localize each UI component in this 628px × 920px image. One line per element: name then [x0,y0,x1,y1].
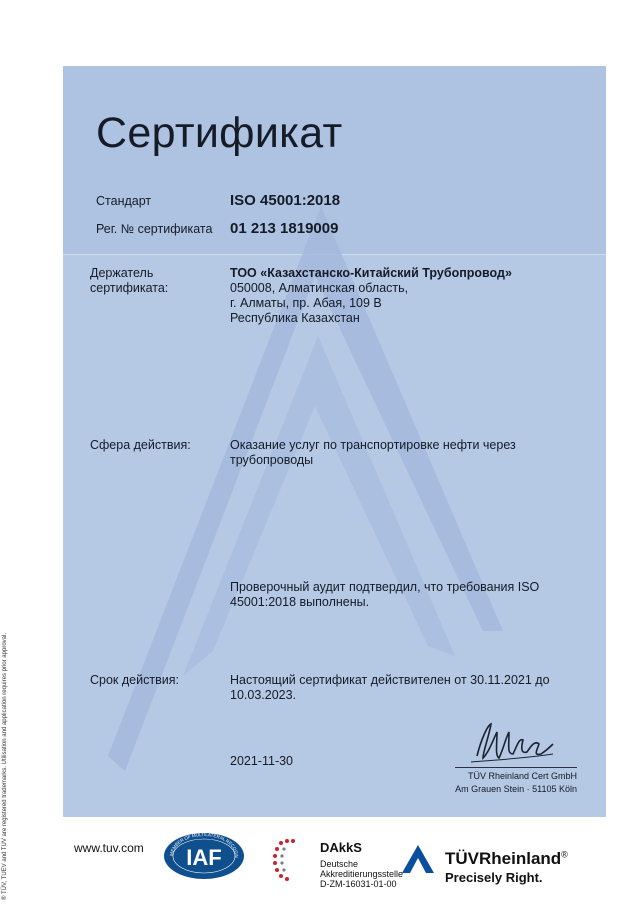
dakks-mark-icon [271,835,317,885]
validity-label: Срок действия: [90,673,179,687]
tuv-tagline: Precisely Right. [445,870,543,885]
dakks-line1: Deutsche [320,859,359,869]
trademark-side-note: ® TÜV, TUEV and TUV are registered trademarks. Utilisation and application requires prior approval. [2,633,8,900]
issuer-address: Am Grauen Stein · 51105 Köln [455,784,577,794]
tuv-registered-mark: ® [561,849,568,860]
tuv-triangle-logo-icon [400,843,436,875]
holder-label-line1: Держатель [90,266,154,280]
reg-number-label: Рег. № сертификата [96,222,213,236]
audit-line2: 45001:2018 выполнены. [230,595,370,609]
audit-line1: Проверочный аудит подтвердил, что требования ISO [230,580,540,594]
reg-number-value: 01 213 1819009 [230,220,339,237]
issue-date: 2021-11-30 [230,754,294,768]
footer-url: www.tuv.com [74,841,144,855]
certificate-title: Сертификат [96,109,343,157]
dakks-name: DAkkS [320,840,362,855]
iaf-ring-text: MEMBER OF MULTILATERAL RECOGN [168,832,240,858]
standard-value: ISO 45001:2018 [230,192,341,209]
tuv-brand [445,849,568,869]
holder-address-line1: 050008, Алматинская область, [230,281,409,295]
validity-line1: Настоящий сертификат действителен от 30.11.2021 до [230,673,550,687]
scope-label: Сфера действия: [90,438,191,452]
holder-name: ТОО «Казахстанско-Китайский Трубопровод» [230,266,512,280]
holder-address-line3: Республика Казахстан [230,311,360,325]
signature-line [455,767,577,768]
holder-address-line2: г. Алматы, пр. Абая, 109 В [230,296,382,310]
dakks-line2: Akkreditierungsstelle [320,869,404,879]
certificate-panel [63,66,606,817]
iaf-text: IAF [186,845,222,870]
holder-label-line2: сертификата: [90,281,169,295]
handwritten-signature-icon [467,718,557,768]
scope-line1: Оказание услуг по транспортировке нефти через [230,438,516,452]
standard-label: Стандарт [96,194,152,208]
validity-line2: 10.03.2023. [230,688,297,702]
issuer-name: TÜV Rheinland Cert GmbH [467,771,577,781]
tuv-brand-name: TÜVRheinland [445,849,562,868]
iaf-seal-icon [163,832,245,880]
scope-line2: трубопроводы [230,453,314,467]
dakks-line3: D-ZM-16031-01-00 [320,879,397,889]
